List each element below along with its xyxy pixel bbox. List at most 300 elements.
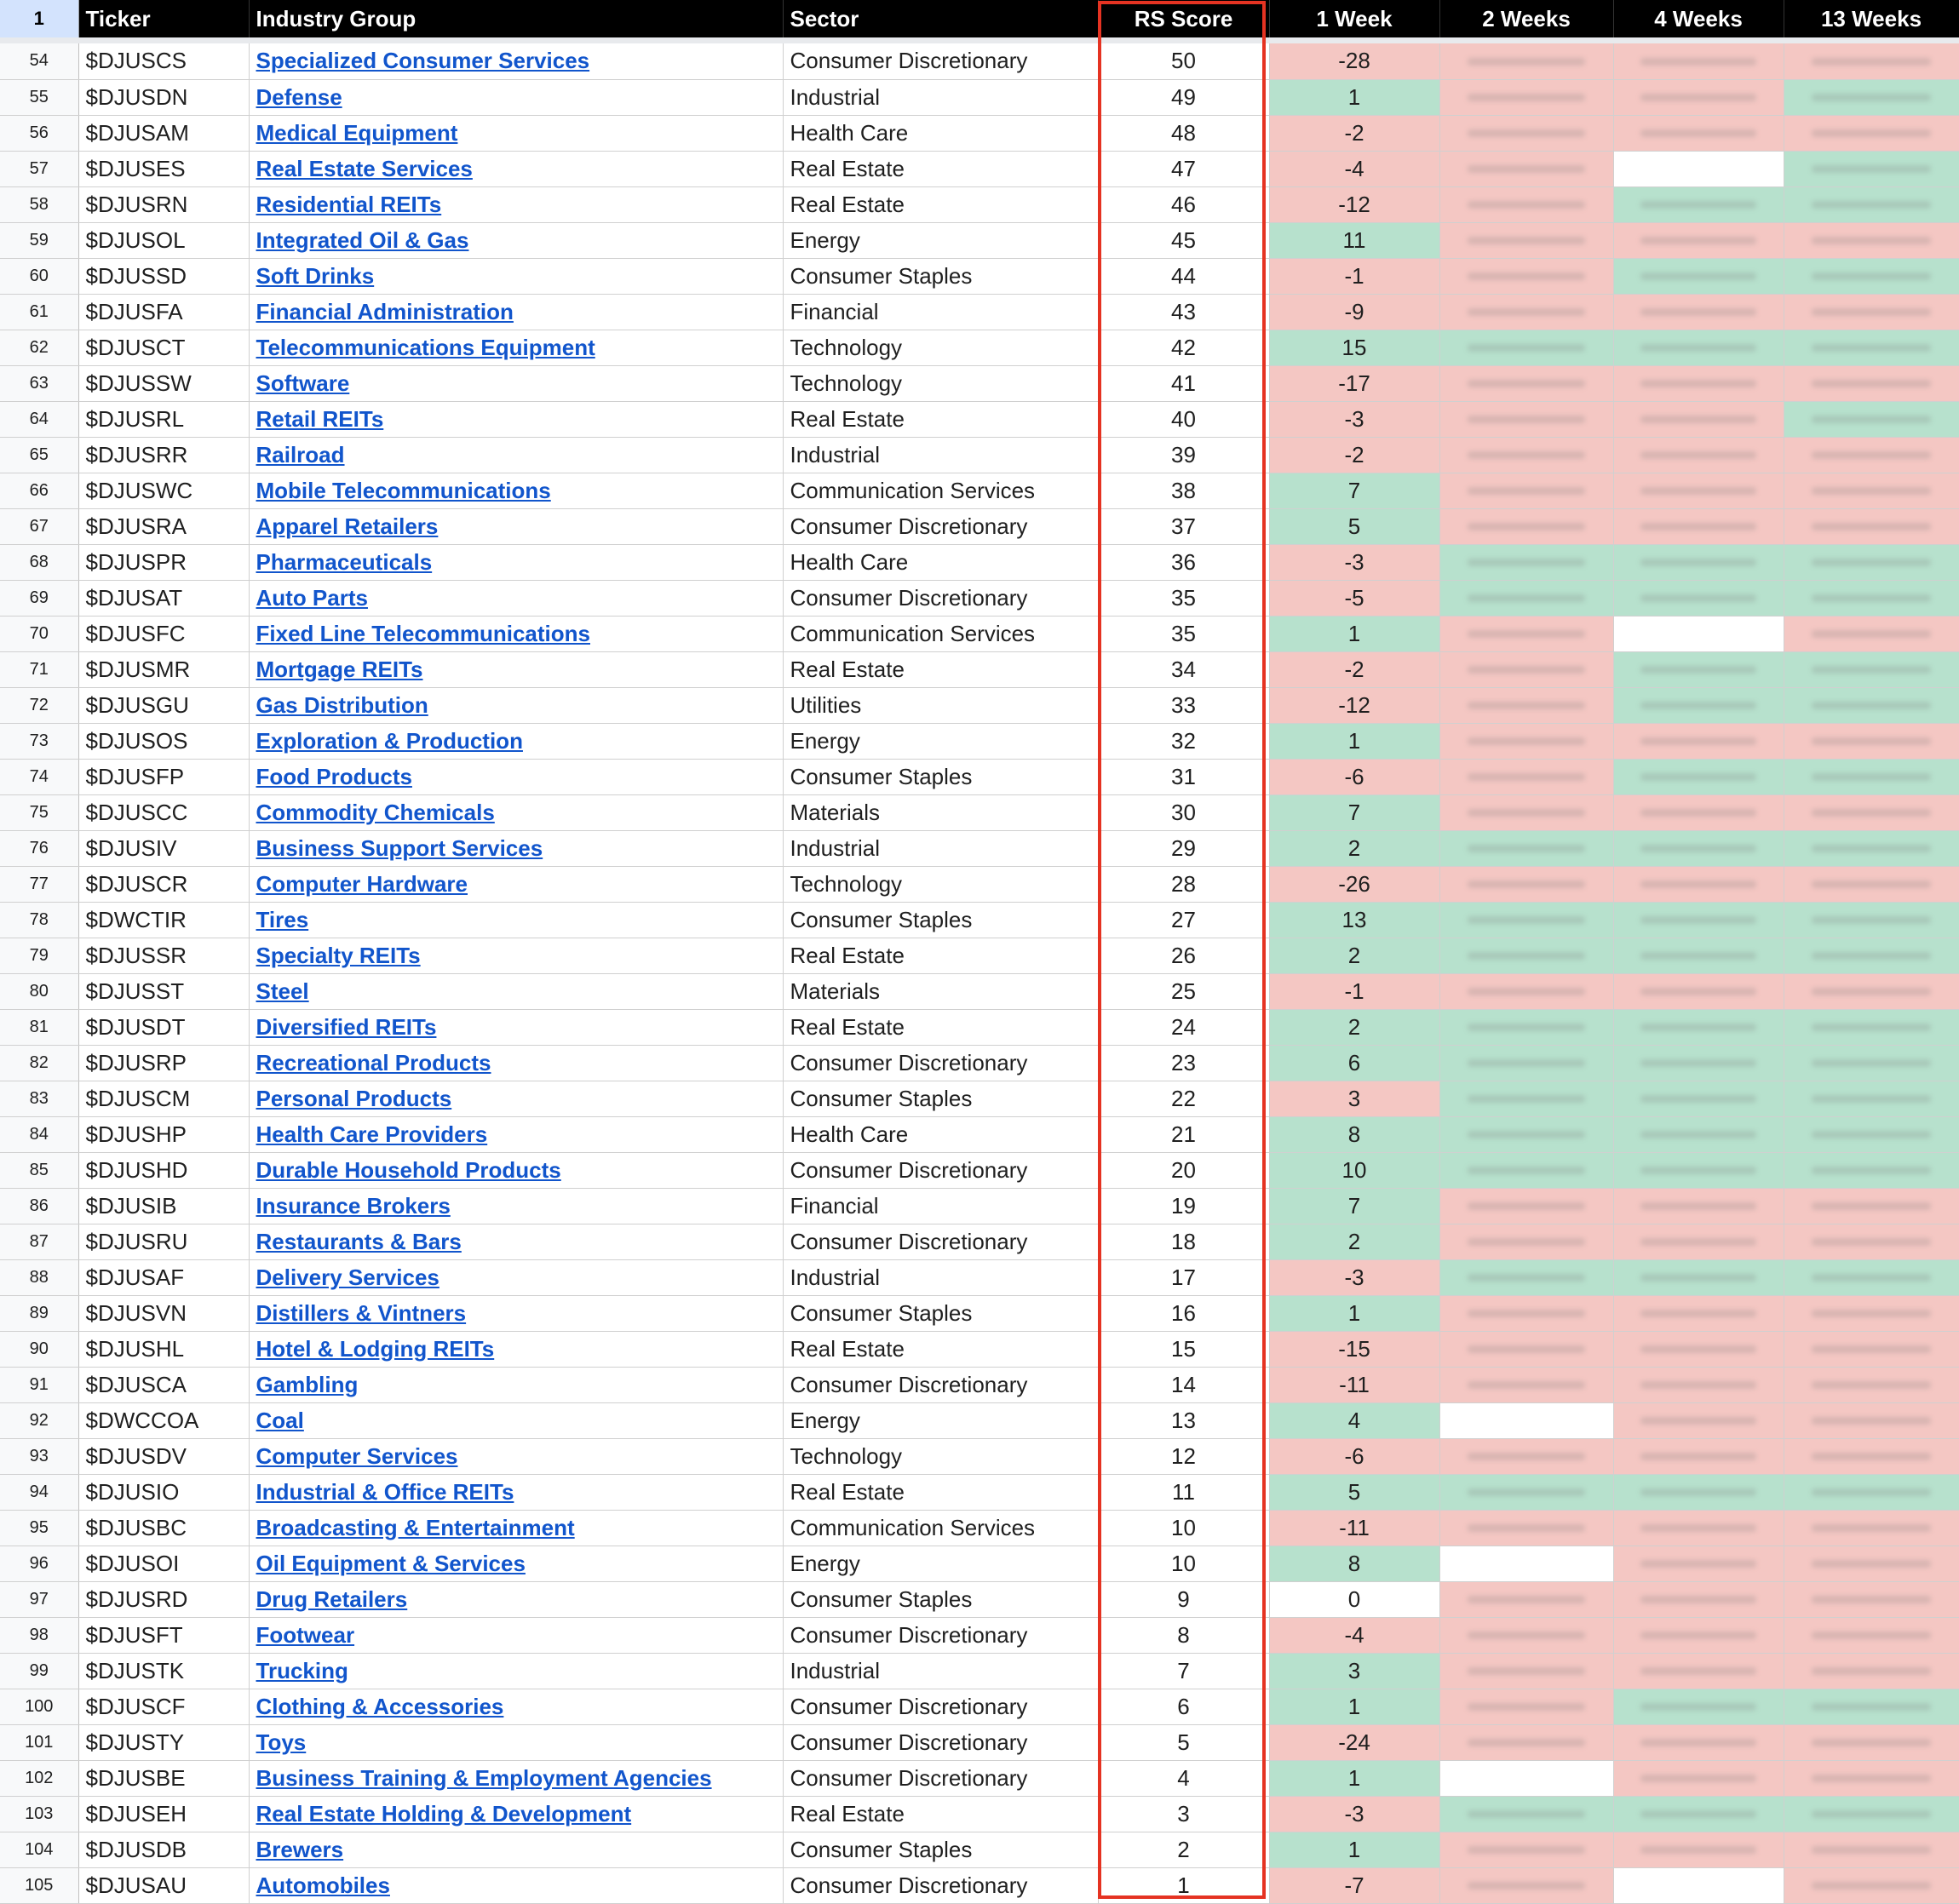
industry-group-cell[interactable] — [249, 365, 783, 401]
rs-score-cell[interactable]: 42 — [1098, 330, 1269, 365]
sector-cell[interactable]: Real Estate — [783, 1474, 1098, 1510]
row-number[interactable]: 67 — [0, 508, 78, 544]
industry-group-cell[interactable] — [249, 1259, 783, 1295]
rs-score-cell[interactable]: 41 — [1098, 365, 1269, 401]
two-weeks-change-cell[interactable] — [1439, 1367, 1613, 1402]
thirteen-weeks-change-cell[interactable] — [1784, 687, 1959, 723]
column-header-ticker[interactable]: Ticker — [78, 0, 249, 37]
sector-cell[interactable]: Consumer Staples — [783, 1295, 1098, 1331]
thirteen-weeks-change-cell[interactable] — [1784, 1760, 1959, 1796]
table-row[interactable] — [0, 1653, 1959, 1689]
ticker-cell[interactable]: $DJUSRU — [78, 1224, 249, 1259]
industry-group-cell[interactable] — [249, 79, 783, 115]
ticker-cell[interactable]: $DWCTIR — [78, 902, 249, 938]
industry-group-cell[interactable] — [249, 1724, 783, 1760]
one-week-change-cell[interactable]: 7 — [1269, 1188, 1439, 1224]
industry-group-cell[interactable] — [249, 222, 783, 258]
one-week-change-cell[interactable]: 10 — [1269, 1152, 1439, 1188]
one-week-change-cell[interactable]: -4 — [1269, 1617, 1439, 1653]
one-week-change-cell[interactable]: 3 — [1269, 1653, 1439, 1689]
industry-group-cell[interactable] — [249, 1009, 783, 1045]
thirteen-weeks-change-cell[interactable] — [1784, 1188, 1959, 1224]
industry-group-link[interactable]: Soft Drinks — [256, 262, 375, 289]
ticker-cell[interactable]: $DJUSWC — [78, 473, 249, 508]
four-weeks-change-cell[interactable] — [1613, 1617, 1784, 1653]
one-week-change-cell[interactable]: -12 — [1269, 687, 1439, 723]
two-weeks-change-cell[interactable] — [1439, 79, 1613, 115]
two-weeks-change-cell[interactable] — [1439, 1867, 1613, 1903]
thirteen-weeks-change-cell[interactable] — [1784, 294, 1959, 330]
rs-score-cell[interactable]: 4 — [1098, 1760, 1269, 1796]
four-weeks-change-cell[interactable] — [1613, 938, 1784, 973]
ticker-cell[interactable]: $DJUSCC — [78, 794, 249, 830]
industry-group-cell[interactable] — [249, 437, 783, 473]
rs-score-cell[interactable]: 19 — [1098, 1188, 1269, 1224]
ticker-cell[interactable]: $DJUSRR — [78, 437, 249, 473]
ticker-cell[interactable]: $DWCCOA — [78, 1402, 249, 1438]
two-weeks-change-cell[interactable] — [1439, 1116, 1613, 1152]
sector-cell[interactable]: Consumer Discretionary — [783, 43, 1098, 79]
row-number[interactable]: 80 — [0, 973, 78, 1009]
one-week-change-cell[interactable]: 6 — [1269, 1045, 1439, 1081]
rs-score-cell[interactable]: 8 — [1098, 1617, 1269, 1653]
ticker-cell[interactable]: $DJUSMR — [78, 651, 249, 687]
four-weeks-change-cell[interactable] — [1613, 1546, 1784, 1581]
thirteen-weeks-change-cell[interactable] — [1784, 866, 1959, 902]
row-number[interactable]: 83 — [0, 1081, 78, 1116]
rs-score-cell[interactable]: 25 — [1098, 973, 1269, 1009]
sector-cell[interactable]: Communication Services — [783, 1510, 1098, 1546]
industry-group-link[interactable]: Coal — [256, 1407, 304, 1433]
row-number[interactable]: 100 — [0, 1689, 78, 1724]
rs-score-cell[interactable]: 46 — [1098, 186, 1269, 222]
row-number[interactable]: 92 — [0, 1402, 78, 1438]
industry-group-cell[interactable] — [249, 1653, 783, 1689]
sector-cell[interactable]: Consumer Discretionary — [783, 580, 1098, 616]
sector-cell[interactable]: Communication Services — [783, 616, 1098, 651]
industry-group-cell[interactable] — [249, 1689, 783, 1724]
two-weeks-change-cell[interactable] — [1439, 1188, 1613, 1224]
industry-group-link[interactable]: Gas Distribution — [256, 691, 428, 718]
industry-group-cell[interactable] — [249, 1832, 783, 1867]
sector-cell[interactable]: Consumer Discretionary — [783, 1724, 1098, 1760]
ticker-cell[interactable]: $DJUSDB — [78, 1832, 249, 1867]
row-number[interactable]: 65 — [0, 437, 78, 473]
industry-group-link[interactable]: Mortgage REITs — [256, 656, 423, 682]
two-weeks-change-cell[interactable] — [1439, 973, 1613, 1009]
two-weeks-change-cell[interactable] — [1439, 1832, 1613, 1867]
industry-group-cell[interactable] — [249, 1081, 783, 1116]
ticker-cell[interactable]: $DJUSPR — [78, 544, 249, 580]
row-number[interactable]: 57 — [0, 151, 78, 186]
table-row[interactable] — [0, 1259, 1959, 1295]
row-number[interactable]: 98 — [0, 1617, 78, 1653]
thirteen-weeks-change-cell[interactable] — [1784, 580, 1959, 616]
one-week-change-cell[interactable]: 8 — [1269, 1546, 1439, 1581]
thirteen-weeks-change-cell[interactable] — [1784, 1689, 1959, 1724]
two-weeks-change-cell[interactable] — [1439, 365, 1613, 401]
industry-group-link[interactable]: Financial Administration — [256, 298, 514, 324]
industry-group-cell[interactable] — [249, 973, 783, 1009]
column-header-13-weeks[interactable]: 13 Weeks — [1784, 0, 1959, 37]
sector-cell[interactable]: Consumer Discretionary — [783, 1045, 1098, 1081]
industry-group-link[interactable]: Gambling — [256, 1371, 359, 1397]
ticker-cell[interactable]: $DJUSEH — [78, 1796, 249, 1832]
table-row[interactable] — [0, 1617, 1959, 1653]
rs-score-cell[interactable]: 40 — [1098, 401, 1269, 437]
table-row[interactable] — [0, 902, 1959, 938]
table-row[interactable] — [0, 1689, 1959, 1724]
sector-cell[interactable]: Consumer Staples — [783, 1081, 1098, 1116]
thirteen-weeks-change-cell[interactable] — [1784, 794, 1959, 830]
industry-group-link[interactable]: Recreational Products — [256, 1049, 491, 1075]
thirteen-weeks-change-cell[interactable] — [1784, 723, 1959, 759]
industry-group-link[interactable]: Personal Products — [256, 1085, 452, 1111]
industry-group-link[interactable]: Durable Household Products — [256, 1156, 561, 1183]
sector-cell[interactable]: Consumer Discretionary — [783, 1152, 1098, 1188]
ticker-cell[interactable]: $DJUSRD — [78, 1581, 249, 1617]
rs-score-cell[interactable]: 47 — [1098, 151, 1269, 186]
two-weeks-change-cell[interactable] — [1439, 115, 1613, 151]
thirteen-weeks-change-cell[interactable] — [1784, 1546, 1959, 1581]
thirteen-weeks-change-cell[interactable] — [1784, 544, 1959, 580]
thirteen-weeks-change-cell[interactable] — [1784, 1510, 1959, 1546]
industry-group-cell[interactable] — [249, 938, 783, 973]
four-weeks-change-cell[interactable] — [1613, 79, 1784, 115]
four-weeks-change-cell[interactable] — [1613, 437, 1784, 473]
rs-score-cell[interactable]: 49 — [1098, 79, 1269, 115]
four-weeks-change-cell[interactable] — [1613, 1295, 1784, 1331]
thirteen-weeks-change-cell[interactable] — [1784, 616, 1959, 651]
industry-group-link[interactable]: Steel — [256, 978, 309, 1004]
industry-group-cell[interactable] — [249, 1188, 783, 1224]
four-weeks-change-cell[interactable] — [1613, 186, 1784, 222]
industry-group-link[interactable]: Apparel Retailers — [256, 513, 439, 539]
column-header-2-weeks[interactable]: 2 Weeks — [1439, 0, 1613, 37]
one-week-change-cell[interactable]: 2 — [1269, 1224, 1439, 1259]
four-weeks-change-cell[interactable] — [1613, 1045, 1784, 1081]
thirteen-weeks-change-cell[interactable] — [1784, 1331, 1959, 1367]
thirteen-weeks-change-cell[interactable] — [1784, 1367, 1959, 1402]
one-week-change-cell[interactable]: 1 — [1269, 616, 1439, 651]
table-row[interactable] — [0, 651, 1959, 687]
table-row[interactable] — [0, 1081, 1959, 1116]
ticker-cell[interactable]: $DJUSAU — [78, 1867, 249, 1903]
industry-group-link[interactable]: Defense — [256, 83, 342, 110]
industry-group-cell[interactable] — [249, 1116, 783, 1152]
thirteen-weeks-change-cell[interactable] — [1784, 43, 1959, 79]
row-number[interactable]: 104 — [0, 1832, 78, 1867]
industry-group-cell[interactable] — [249, 1796, 783, 1832]
table-row[interactable] — [0, 544, 1959, 580]
ticker-cell[interactable]: $DJUSTK — [78, 1653, 249, 1689]
table-row[interactable] — [0, 1581, 1959, 1617]
row-number[interactable]: 84 — [0, 1116, 78, 1152]
ticker-cell[interactable]: $DJUSSD — [78, 258, 249, 294]
table-row[interactable] — [0, 1367, 1959, 1402]
thirteen-weeks-change-cell[interactable] — [1784, 401, 1959, 437]
sector-cell[interactable]: Real Estate — [783, 186, 1098, 222]
industry-group-link[interactable]: Distillers & Vintners — [256, 1299, 467, 1326]
rs-score-cell[interactable]: 5 — [1098, 1724, 1269, 1760]
thirteen-weeks-change-cell[interactable] — [1784, 79, 1959, 115]
sector-cell[interactable]: Consumer Discretionary — [783, 1760, 1098, 1796]
sector-cell[interactable]: Industrial — [783, 1653, 1098, 1689]
two-weeks-change-cell[interactable] — [1439, 294, 1613, 330]
one-week-change-cell[interactable]: 1 — [1269, 1760, 1439, 1796]
one-week-change-cell[interactable]: 15 — [1269, 330, 1439, 365]
table-row[interactable] — [0, 830, 1959, 866]
sector-cell[interactable]: Real Estate — [783, 938, 1098, 973]
row-number[interactable]: 66 — [0, 473, 78, 508]
ticker-cell[interactable]: $DJUSSR — [78, 938, 249, 973]
four-weeks-change-cell[interactable] — [1613, 1081, 1784, 1116]
row-number[interactable]: 96 — [0, 1546, 78, 1581]
row-number[interactable]: 69 — [0, 580, 78, 616]
rs-score-cell[interactable]: 31 — [1098, 759, 1269, 794]
two-weeks-change-cell[interactable] — [1439, 473, 1613, 508]
row-number[interactable]: 62 — [0, 330, 78, 365]
industry-group-cell[interactable] — [249, 651, 783, 687]
industry-group-link[interactable]: Computer Services — [256, 1442, 458, 1469]
one-week-change-cell[interactable]: 1 — [1269, 79, 1439, 115]
table-row[interactable] — [0, 258, 1959, 294]
thirteen-weeks-change-cell[interactable] — [1784, 1009, 1959, 1045]
industry-group-cell[interactable] — [249, 1295, 783, 1331]
ticker-cell[interactable]: $DJUSDT — [78, 1009, 249, 1045]
table-row[interactable] — [0, 723, 1959, 759]
table-row[interactable] — [0, 1546, 1959, 1581]
row-number[interactable]: 61 — [0, 294, 78, 330]
rs-score-cell[interactable]: 10 — [1098, 1546, 1269, 1581]
sector-cell[interactable]: Consumer Discretionary — [783, 1224, 1098, 1259]
industry-group-link[interactable]: Specialty REITs — [256, 942, 421, 968]
ticker-cell[interactable]: $DJUSBC — [78, 1510, 249, 1546]
four-weeks-change-cell[interactable] — [1613, 473, 1784, 508]
row-number[interactable]: 90 — [0, 1331, 78, 1367]
one-week-change-cell[interactable]: -9 — [1269, 294, 1439, 330]
industry-group-link[interactable]: Brewers — [256, 1836, 344, 1862]
one-week-change-cell[interactable]: -12 — [1269, 186, 1439, 222]
industry-group-link[interactable]: Clothing & Accessories — [256, 1693, 504, 1719]
one-week-change-cell[interactable]: 5 — [1269, 508, 1439, 544]
one-week-change-cell[interactable]: 2 — [1269, 938, 1439, 973]
industry-group-cell[interactable] — [249, 1546, 783, 1581]
industry-group-link[interactable]: Mobile Telecommunications — [256, 477, 551, 503]
ticker-cell[interactable]: $DJUSOI — [78, 1546, 249, 1581]
ticker-cell[interactable]: $DJUSTY — [78, 1724, 249, 1760]
ticker-cell[interactable]: $DJUSFT — [78, 1617, 249, 1653]
industry-group-cell[interactable] — [249, 544, 783, 580]
industry-group-link[interactable]: Retail REITs — [256, 405, 384, 432]
row-number[interactable]: 76 — [0, 830, 78, 866]
two-weeks-change-cell[interactable] — [1439, 1081, 1613, 1116]
one-week-change-cell[interactable]: -1 — [1269, 973, 1439, 1009]
rs-score-cell[interactable]: 37 — [1098, 508, 1269, 544]
two-weeks-change-cell[interactable] — [1439, 1224, 1613, 1259]
industry-group-link[interactable]: Residential REITs — [256, 191, 442, 217]
table-row[interactable] — [0, 1152, 1959, 1188]
one-week-change-cell[interactable]: 11 — [1269, 222, 1439, 258]
rs-score-cell[interactable]: 32 — [1098, 723, 1269, 759]
column-header-sector[interactable]: Sector — [783, 0, 1098, 37]
rs-score-cell[interactable]: 13 — [1098, 1402, 1269, 1438]
rs-score-cell[interactable]: 27 — [1098, 902, 1269, 938]
two-weeks-change-cell[interactable] — [1439, 151, 1613, 186]
table-row[interactable] — [0, 1045, 1959, 1081]
one-week-change-cell[interactable]: -2 — [1269, 651, 1439, 687]
one-week-change-cell[interactable]: 7 — [1269, 473, 1439, 508]
industry-group-link[interactable]: Industrial & Office REITs — [256, 1478, 514, 1505]
sector-cell[interactable]: Industrial — [783, 1259, 1098, 1295]
ticker-cell[interactable]: $DJUSVN — [78, 1295, 249, 1331]
industry-group-link[interactable]: Insurance Brokers — [256, 1192, 451, 1219]
thirteen-weeks-change-cell[interactable] — [1784, 973, 1959, 1009]
row-number[interactable]: 55 — [0, 79, 78, 115]
industry-group-link[interactable]: Automobiles — [256, 1872, 390, 1898]
row-number[interactable]: 63 — [0, 365, 78, 401]
two-weeks-change-cell[interactable] — [1439, 938, 1613, 973]
industry-group-cell[interactable] — [249, 151, 783, 186]
industry-group-link[interactable]: Pharmaceuticals — [256, 548, 433, 575]
industry-group-link[interactable]: Commodity Chemicals — [256, 799, 495, 825]
ticker-cell[interactable]: $DJUSCR — [78, 866, 249, 902]
rs-score-cell[interactable]: 24 — [1098, 1009, 1269, 1045]
sector-cell[interactable]: Consumer Discretionary — [783, 508, 1098, 544]
two-weeks-change-cell[interactable] — [1439, 1653, 1613, 1689]
ticker-cell[interactable]: $DJUSIB — [78, 1188, 249, 1224]
sector-cell[interactable]: Health Care — [783, 544, 1098, 580]
industry-group-link[interactable]: Exploration & Production — [256, 727, 523, 754]
industry-group-link[interactable]: Computer Hardware — [256, 870, 468, 897]
thirteen-weeks-change-cell[interactable] — [1784, 651, 1959, 687]
industry-group-cell[interactable] — [249, 687, 783, 723]
two-weeks-change-cell[interactable] — [1439, 794, 1613, 830]
table-row[interactable] — [0, 759, 1959, 794]
industry-group-link[interactable]: Diversified REITs — [256, 1013, 437, 1040]
two-weeks-change-cell[interactable] — [1439, 866, 1613, 902]
four-weeks-change-cell[interactable] — [1613, 1224, 1784, 1259]
rs-score-cell[interactable]: 34 — [1098, 651, 1269, 687]
four-weeks-change-cell[interactable] — [1613, 365, 1784, 401]
sector-cell[interactable]: Financial — [783, 1188, 1098, 1224]
table-row[interactable] — [0, 1331, 1959, 1367]
four-weeks-change-cell[interactable] — [1613, 651, 1784, 687]
industry-group-cell[interactable] — [249, 616, 783, 651]
four-weeks-change-cell[interactable] — [1613, 1474, 1784, 1510]
rs-score-cell[interactable]: 30 — [1098, 794, 1269, 830]
row-number[interactable]: 81 — [0, 1009, 78, 1045]
industry-group-cell[interactable] — [249, 294, 783, 330]
four-weeks-change-cell[interactable] — [1613, 294, 1784, 330]
one-week-change-cell[interactable]: 2 — [1269, 1009, 1439, 1045]
rs-score-cell[interactable]: 38 — [1098, 473, 1269, 508]
industry-group-cell[interactable] — [249, 1402, 783, 1438]
rs-score-cell[interactable]: 39 — [1098, 437, 1269, 473]
thirteen-weeks-change-cell[interactable] — [1784, 759, 1959, 794]
industry-group-link[interactable]: Railroad — [256, 441, 345, 467]
four-weeks-change-cell[interactable] — [1613, 902, 1784, 938]
sector-cell[interactable]: Utilities — [783, 687, 1098, 723]
sector-cell[interactable]: Consumer Staples — [783, 902, 1098, 938]
one-week-change-cell[interactable]: 1 — [1269, 1295, 1439, 1331]
table-row[interactable] — [0, 616, 1959, 651]
two-weeks-change-cell[interactable] — [1439, 1259, 1613, 1295]
thirteen-weeks-change-cell[interactable] — [1784, 1438, 1959, 1474]
rs-score-cell[interactable]: 14 — [1098, 1367, 1269, 1402]
row-number[interactable]: 93 — [0, 1438, 78, 1474]
thirteen-weeks-change-cell[interactable] — [1784, 1796, 1959, 1832]
rs-score-cell[interactable]: 12 — [1098, 1438, 1269, 1474]
industry-group-cell[interactable] — [249, 1224, 783, 1259]
industry-group-link[interactable]: Footwear — [256, 1621, 355, 1648]
sector-cell[interactable]: Industrial — [783, 437, 1098, 473]
row-number[interactable]: 70 — [0, 616, 78, 651]
industry-group-link[interactable]: Business Support Services — [256, 834, 543, 861]
rs-score-cell[interactable]: 10 — [1098, 1510, 1269, 1546]
two-weeks-change-cell[interactable] — [1439, 437, 1613, 473]
industry-group-cell[interactable] — [249, 866, 783, 902]
four-weeks-change-cell[interactable] — [1613, 794, 1784, 830]
ticker-cell[interactable]: $DJUSHP — [78, 1116, 249, 1152]
one-week-change-cell[interactable]: -17 — [1269, 365, 1439, 401]
thirteen-weeks-change-cell[interactable] — [1784, 830, 1959, 866]
ticker-cell[interactable]: $DJUSGU — [78, 687, 249, 723]
one-week-change-cell[interactable]: 7 — [1269, 794, 1439, 830]
one-week-change-cell[interactable]: -3 — [1269, 401, 1439, 437]
sector-cell[interactable]: Consumer Discretionary — [783, 1867, 1098, 1903]
table-row[interactable] — [0, 365, 1959, 401]
four-weeks-change-cell[interactable] — [1613, 1867, 1784, 1903]
two-weeks-change-cell[interactable] — [1439, 1689, 1613, 1724]
sector-cell[interactable]: Consumer Staples — [783, 258, 1098, 294]
one-week-change-cell[interactable]: 0 — [1269, 1581, 1439, 1617]
four-weeks-change-cell[interactable] — [1613, 830, 1784, 866]
two-weeks-change-cell[interactable] — [1439, 186, 1613, 222]
two-weeks-change-cell[interactable] — [1439, 1009, 1613, 1045]
sector-cell[interactable]: Industrial — [783, 830, 1098, 866]
ticker-cell[interactable]: $DJUSIV — [78, 830, 249, 866]
row-number[interactable]: 101 — [0, 1724, 78, 1760]
rs-score-cell[interactable]: 15 — [1098, 1331, 1269, 1367]
sector-cell[interactable]: Communication Services — [783, 473, 1098, 508]
table-row[interactable] — [0, 687, 1959, 723]
four-weeks-change-cell[interactable] — [1613, 222, 1784, 258]
one-week-change-cell[interactable]: -2 — [1269, 437, 1439, 473]
ticker-cell[interactable]: $DJUSRN — [78, 186, 249, 222]
one-week-change-cell[interactable]: -6 — [1269, 759, 1439, 794]
industry-group-link[interactable]: Telecommunications Equipment — [256, 334, 595, 360]
row-number[interactable]: 75 — [0, 794, 78, 830]
ticker-cell[interactable]: $DJUSAF — [78, 1259, 249, 1295]
industry-group-cell[interactable] — [249, 473, 783, 508]
thirteen-weeks-change-cell[interactable] — [1784, 473, 1959, 508]
ticker-cell[interactable]: $DJUSCF — [78, 1689, 249, 1724]
row-number[interactable]: 85 — [0, 1152, 78, 1188]
four-weeks-change-cell[interactable] — [1613, 1832, 1784, 1867]
one-week-change-cell[interactable]: 8 — [1269, 1116, 1439, 1152]
rs-score-cell[interactable]: 7 — [1098, 1653, 1269, 1689]
table-row[interactable] — [0, 1438, 1959, 1474]
industry-group-cell[interactable] — [249, 902, 783, 938]
row-number[interactable]: 102 — [0, 1760, 78, 1796]
rs-score-cell[interactable]: 35 — [1098, 580, 1269, 616]
four-weeks-change-cell[interactable] — [1613, 1581, 1784, 1617]
sector-cell[interactable]: Technology — [783, 866, 1098, 902]
rs-score-cell[interactable]: 2 — [1098, 1832, 1269, 1867]
industry-group-link[interactable]: Health Care Providers — [256, 1121, 488, 1147]
rs-score-cell[interactable]: 17 — [1098, 1259, 1269, 1295]
